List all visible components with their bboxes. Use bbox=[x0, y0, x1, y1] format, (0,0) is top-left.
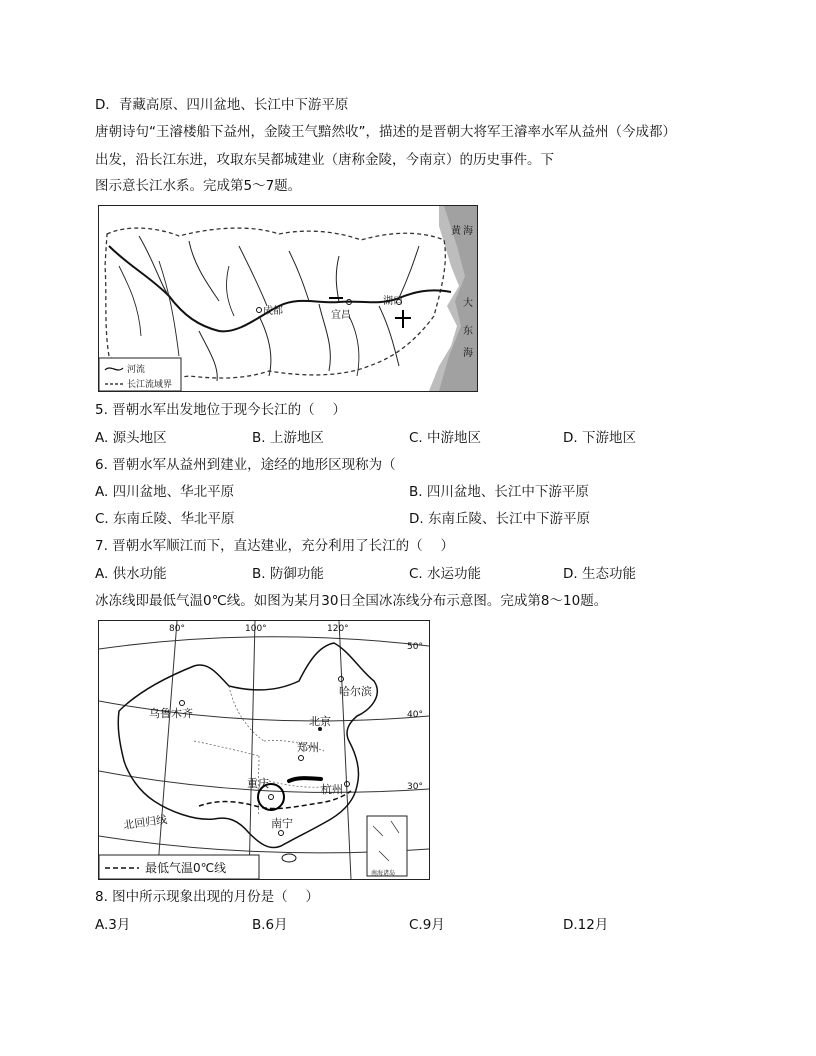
q5-option-a: A. 源头地区 bbox=[95, 430, 167, 446]
parallel-50 bbox=[99, 637, 429, 649]
q4-option-d: D．青藏高原、四川盆地、长江中下游平原 bbox=[95, 97, 349, 113]
urumqi-dot bbox=[180, 701, 185, 706]
q7-option-b: B. 防御功能 bbox=[252, 566, 324, 582]
legend-freeze-label: 最低气温0℃线 bbox=[145, 861, 227, 875]
nanning-dot bbox=[279, 831, 284, 836]
meridian-80 bbox=[157, 621, 177, 879]
label-ocean-char: 大 bbox=[463, 298, 473, 309]
q6-option-d: D. 东南丘陵、长江中下游平原 bbox=[409, 511, 590, 527]
passage-line-1: 唐朝诗句“王濬楼船下益州，金陵王气黯然收”，描述的是晋朝大将军王濬率水军从益州（今成都） bbox=[95, 124, 676, 140]
passage-line-2: 出发，沿长江东进，攻取东吴都城建业（唐称金陵，今南京）的历史事件。下 bbox=[95, 152, 554, 168]
label-chongqing: 重庆 bbox=[247, 777, 269, 790]
label-chengdu: 成都 bbox=[263, 306, 283, 317]
q8-option-a: A.3月 bbox=[95, 917, 131, 933]
label-zhengzhou: 郑州 bbox=[297, 741, 319, 754]
freeze-map-svg bbox=[99, 621, 429, 879]
q8-option-c: C.9月 bbox=[409, 917, 445, 933]
q6-option-b: B. 四川盆地、长江中下游平原 bbox=[409, 484, 589, 500]
label-hukou: 湖口 bbox=[383, 296, 403, 307]
lat-label-30: 30° bbox=[407, 782, 423, 792]
chongqing-dot bbox=[269, 795, 274, 800]
meridian-120 bbox=[339, 621, 351, 879]
q7-stem: 7. 晋朝水军顺江而下，直达建业，充分利用了长江的（ ） bbox=[95, 538, 454, 554]
hainan-island bbox=[282, 854, 296, 862]
q7-option-d: D. 生态功能 bbox=[563, 566, 636, 582]
chengdu-dot bbox=[257, 308, 262, 313]
label-tropic: 北回归线 bbox=[122, 812, 168, 832]
south-sea-inset bbox=[367, 816, 407, 876]
q6-option-c: C. 东南丘陵、华北平原 bbox=[95, 511, 235, 527]
q7-option-a: A. 供水功能 bbox=[95, 566, 167, 582]
q6-stem: 6. 晋朝水军从益州到建业，途经的地形区现称为（ bbox=[95, 457, 396, 473]
label-inset: 南海诸岛 bbox=[371, 870, 396, 877]
label-harbin: 哈尔滨 bbox=[339, 685, 372, 698]
label-beijing: 北京 bbox=[309, 715, 331, 728]
lon-label-120: 120° bbox=[327, 624, 349, 634]
meridian-100 bbox=[249, 621, 255, 879]
lon-label-100: 100° bbox=[245, 624, 267, 634]
lat-label-50: 50° bbox=[407, 642, 423, 652]
lon-label-80: 80° bbox=[169, 624, 185, 634]
label-urumqi: 乌鲁木齐 bbox=[149, 707, 193, 720]
harbin-dot bbox=[339, 677, 344, 682]
passage-line-3: 图示意长江水系。完成第5～7题。 bbox=[95, 178, 302, 194]
passage-line-4: 冰冻线即最低气温0℃线。如图为某月30日全国冰冻线分布示意图。完成第8～10题。 bbox=[95, 593, 608, 609]
label-yellow-sea-1: 黄 bbox=[451, 226, 461, 237]
highlight-mark bbox=[289, 778, 321, 781]
q5-option-d: D. 下游地区 bbox=[563, 430, 636, 446]
label-yellow-sea-2: 海 bbox=[463, 226, 473, 237]
q5-option-b: B. 上游地区 bbox=[252, 430, 324, 446]
legend-river-label: 河流 bbox=[127, 365, 146, 375]
label-hangzhou: 杭州 bbox=[321, 783, 343, 796]
label-east-sea-2: 海 bbox=[463, 348, 473, 359]
lat-label-40: 40° bbox=[407, 710, 423, 720]
label-yichang: 宜昌 bbox=[331, 310, 351, 321]
q5-stem: 5. 晋朝水军出发地位于现今长江的（ ） bbox=[95, 402, 346, 418]
q6-option-a: A. 四川盆地、华北平原 bbox=[95, 484, 235, 500]
q8-option-d: D.12月 bbox=[563, 917, 609, 933]
yangtze-map-svg bbox=[99, 206, 477, 391]
zhengzhou-dot bbox=[299, 756, 304, 761]
label-east-sea-1: 东 bbox=[463, 326, 473, 337]
freeze-line-map bbox=[98, 620, 430, 880]
yangtze-river-map bbox=[98, 205, 478, 392]
q8-stem: 8. 图中所示现象出现的月份是（ ） bbox=[95, 889, 319, 905]
q8-option-b: B.6月 bbox=[252, 917, 288, 933]
label-nanning: 南宁 bbox=[271, 817, 293, 830]
q5-option-c: C. 中游地区 bbox=[409, 430, 482, 446]
legend-boundary-label: 长江流域界 bbox=[127, 380, 173, 390]
q7-option-c: C. 水运功能 bbox=[409, 566, 482, 582]
